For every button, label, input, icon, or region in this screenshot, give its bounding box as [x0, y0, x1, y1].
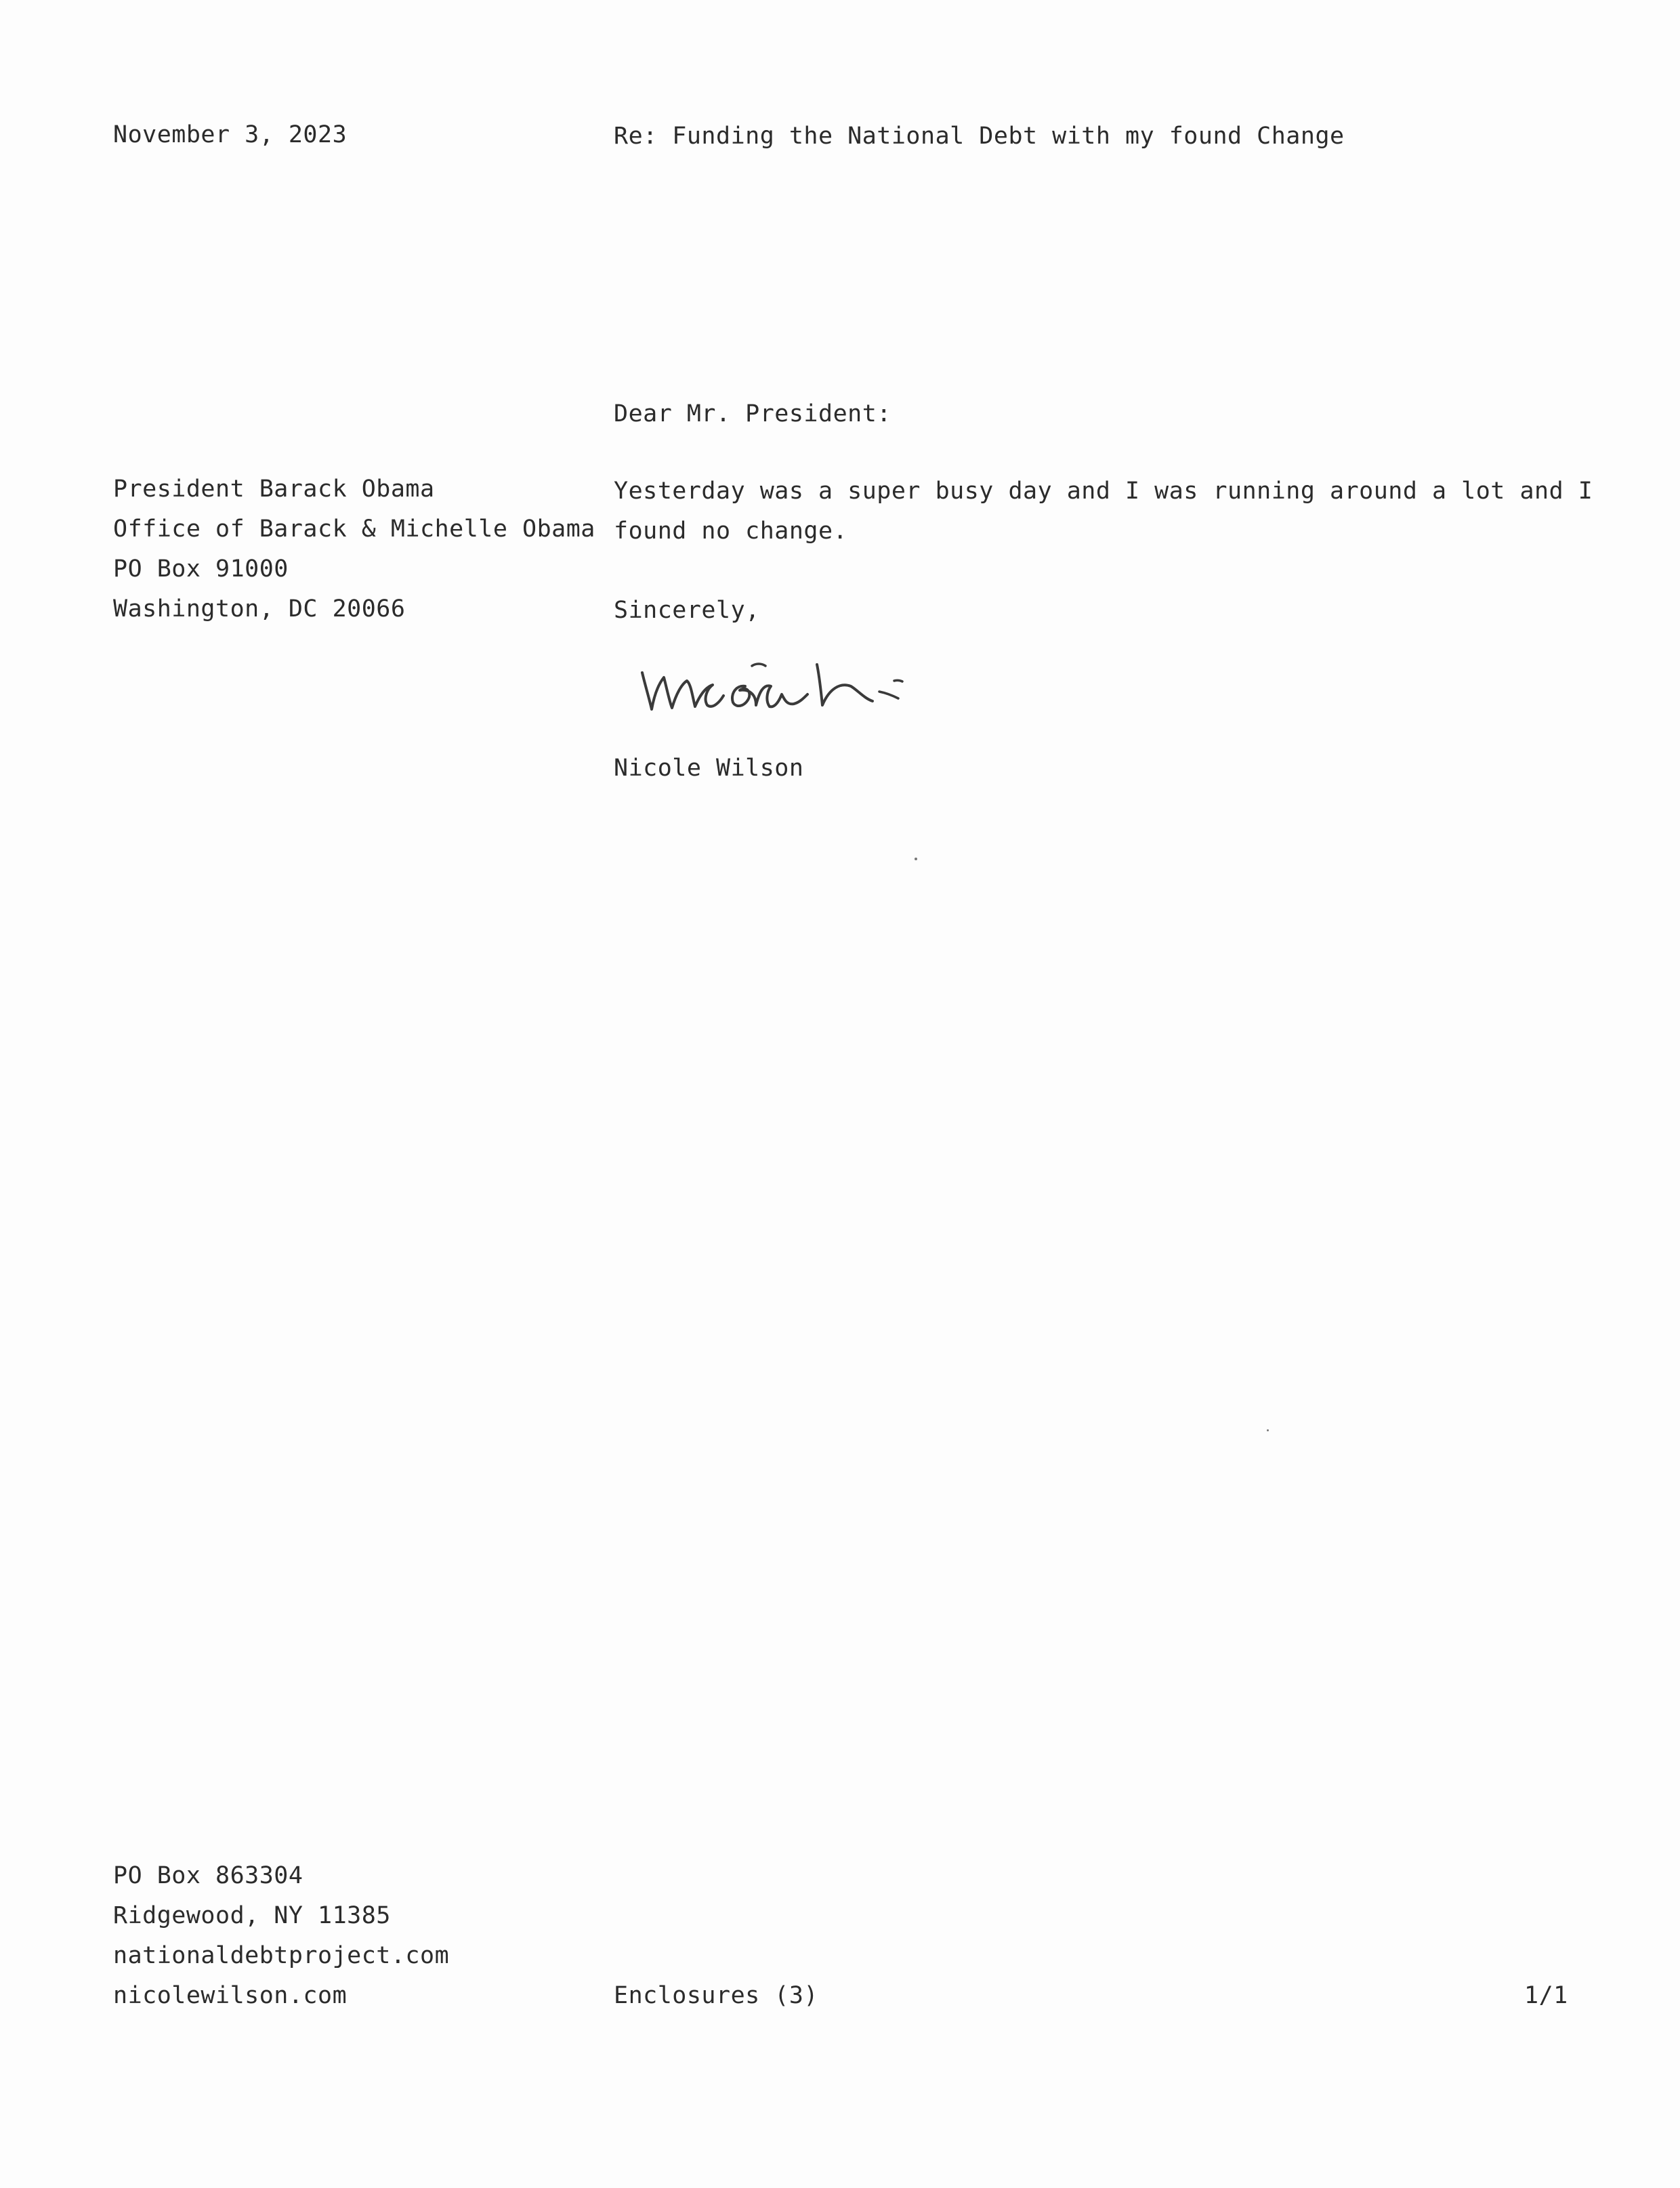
body-line: found no change.	[614, 518, 848, 545]
paper-speck	[1267, 1429, 1269, 1431]
recipient-city: Washington, DC 20066	[113, 595, 406, 623]
signer-name: Nicole Wilson	[614, 755, 804, 782]
letter-subject: Re: Funding the National Debt with my found Change	[614, 123, 1345, 150]
salutation: Dear Mr. President:	[614, 400, 891, 427]
sender-website: nicolewilson.com	[113, 1982, 348, 2009]
page-number: 1/1	[1524, 1982, 1568, 2009]
paper-speck	[915, 858, 917, 860]
handwritten-signature	[637, 647, 989, 721]
letter-date: November 3, 2023	[113, 121, 348, 148]
sender-po-box: PO Box 863304	[113, 1862, 303, 1889]
sender-website: nationaldebtproject.com	[113, 1942, 450, 1969]
recipient-office: Office of Barack & Michelle Obama	[113, 516, 595, 543]
sender-city: Ridgewood, NY 11385	[113, 1902, 391, 1929]
recipient-address	[113, 469, 595, 629]
body-line: Yesterday was a super busy day and I was running around a lot and I	[614, 478, 1593, 505]
enclosures-note: Enclosures (3)	[614, 1982, 819, 2009]
recipient-name: President Barack Obama	[113, 476, 435, 503]
recipient-po-box: PO Box 91000	[113, 555, 289, 583]
sender-address	[113, 1856, 449, 2016]
letter-body	[614, 471, 1593, 551]
closing: Sincerely,	[614, 597, 760, 624]
